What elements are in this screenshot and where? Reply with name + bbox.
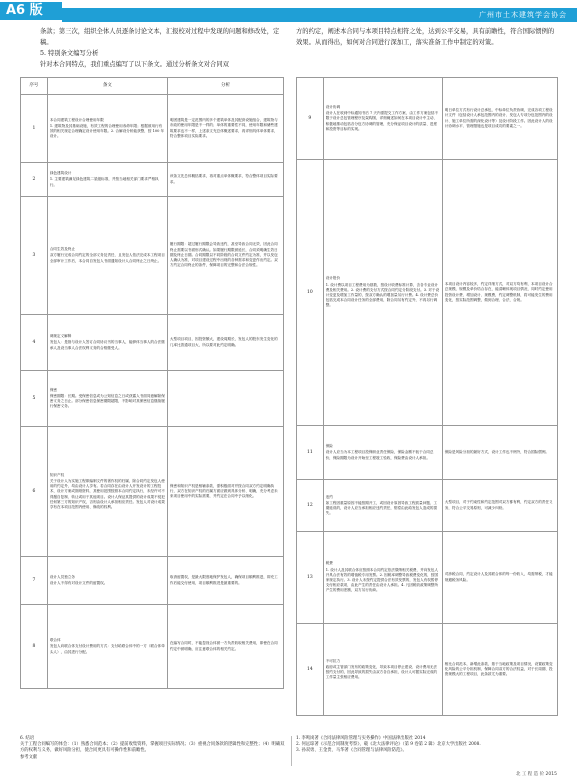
reference-item: 1. 李鸣岗著《合同法律风险管理与实务操作》中国法律出版社 2014 [296, 736, 426, 741]
table-row [297, 480, 558, 532]
clause-text: 设计人应当为本工程项目投保职业责任保险，保险金额不低于合同总价，保险期限为设计开始至工程竣工验收，保险费由设计人承担。 [325, 450, 434, 460]
clause-cell [323, 624, 442, 716]
analysis-cell: 本项目设计内容较多，约定详细方式，对双方均有利，本项目设计合总规模、规模及单价结合存在，能清晰体现项目情况，同时约定使用投资设计费、增加设计、规模费，约定调整机制，将可能发生的费用变化，按实际范围调整，做到合理、合法、合规。 [442, 160, 557, 426]
intro-left-column [20, 26, 285, 70]
row-number: 1 [21, 95, 48, 163]
clause-table-right [296, 77, 558, 716]
clause-cell [323, 160, 442, 426]
row-number: 5 [21, 371, 48, 427]
clause-title: 绿色建筑设计 [49, 171, 72, 176]
clause-table-left [20, 77, 284, 689]
reference-item: 3. 孙双勇、王金贵、马华著《合同管理与法律风险防范》。 [296, 748, 407, 754]
analysis-cell: 明日单位方式有行设计总承包，中标单位负责协调，完成各项工程设计文件（包括设计人承包范围内的设计、发包人专项分包范围内的设计、施工单位所需的深化设计等）及设计阶段工作。因此设计人的设计协调水平、管理措施也是项目成功的要素之一。 [442, 78, 557, 160]
conclusion-notes [20, 736, 285, 761]
analysis-cell [167, 371, 283, 427]
clause-cell [47, 197, 167, 315]
clause-cell [47, 95, 167, 163]
row-number: 3 [21, 197, 48, 315]
table-row [21, 315, 284, 371]
clause-text: 保密期限：长期。受保密信息或为公知信息之日或获露人书面同意解除保密义务之日止。部分保密信息保密期限超限，不影响对其保密信息继续履行保密义务。 [49, 393, 165, 409]
row-number: 7 [21, 557, 48, 605]
clause-text: 设计人在收到中标通知书后 7 天内需提交工作方案，由工作方案包括不限于设计总包管理程序及架构图，详细阐述如何在本项目设计中主动、积极地推动包括各分包方协调的管理，充分保证项目设计的质量、进度和投资等目标的实现。 [325, 111, 439, 131]
row-number: 4 [21, 315, 48, 371]
clause-text: 1. 设计人及其联合体应按照本合同约定依法缴纳相关税费，并向发包人开具合法有效的增值税专用发票。2. 因税率调整导致税费变化的，按国家规定执行。3. 设计人未按约定提供合法有效发票的，发包人有权暂停支付相应款项，由此产生的责任由设计人承担。4. 凡因税收政策调整所产生的费用差额，双方另行协商。 [325, 567, 439, 593]
row-number: 13 [297, 532, 324, 624]
clause-title: 设计报价 [325, 276, 341, 281]
row-number: 8 [21, 605, 48, 689]
analysis-cell: 在编写合同时，不能忽视合体被一方负责收取相关费用，即使在合同约定中被明确，应注意联合体的相关约定。 [167, 605, 283, 689]
row-number: 2 [21, 163, 48, 197]
clause-text: 发包人向联合体支付设计费用的方式：支付给联合体中的一方（联合体牵头人），由其进行分配。 [49, 644, 165, 654]
clause-cell [47, 371, 167, 427]
intro-paragraph: 针对本合同特点，我们重点编写了以下条文。通过分析条文对合同双 [40, 61, 229, 68]
table-row [21, 163, 284, 197]
table-row [21, 557, 284, 605]
analysis-cell: 大型项目，对于约束性和约定范围对双方都有利，约定双方的责任义务，符合公平交易原则，可减少纠纷。 [442, 480, 557, 532]
col-header-item: 条文 [47, 78, 167, 95]
clause-title: 违约 [325, 494, 333, 499]
header-bar [62, 8, 577, 22]
clause-text: 政府或主管部门发布的政策变化，导致本项目停止建设、设计费用无法按约支付的，因此导致的损失由双方各自承担，设计人可据实际完成的工作量主张相应费用。 [325, 664, 438, 680]
table-row [297, 624, 558, 716]
notes-paragraph: 关于工程合同编写的体会：（1）熟悉合同范本；（2）提前收集资料，掌握项目实际情况；（3）重视合同条款的逻辑性和完整性；（4）明确双方的权利与义务，做好风险分担，使合同更具有可操作性和前瞻性。 [20, 742, 285, 754]
intro-paragraph: 条款；第三次，组织全体人员逐条讨论文本，汇报校对过程中发现的问题和修改处，定稿。 [40, 28, 280, 46]
analysis-cell: 取消留置权，是最大限度地保护发包人，确保项目顺利推进，即充工作后能交付使用，项目顺利推进是最重要的。 [167, 557, 283, 605]
clause-text: 1. 设计费以项目工程费用为基数，按设计收费标准计算，含各专业设计费及相关费用。2. 设计费的支付方式按合同约定分阶段支付。3. 对于设计变更及增加工作量的，按双方确认的增加量另行计费。4. 设计费总价包括完成本合同设计任务的全部费用，除合同另有约定外，不再另行调整。 [325, 282, 440, 308]
table-row [21, 605, 284, 689]
row-number: 12 [297, 480, 324, 532]
page-footer: 北 工 程 造 价 2015 [515, 772, 557, 777]
page-header [0, 0, 577, 22]
table-row [297, 78, 558, 160]
clause-cell [323, 426, 442, 480]
page-code: A6 版 [0, 2, 62, 20]
clause-text: 双方履行完成合同约定的全部义务及责任，且发包人依法完成本工程项目全部审计工作后，本合同自发包人书面通知设计人合同终止之日终止。 [49, 253, 165, 263]
col-header-no: 序号 [21, 78, 48, 95]
clause-cell [323, 480, 442, 532]
table-row [297, 532, 558, 624]
table-header-row [21, 78, 284, 95]
analysis-cell: 相比合同范本，新增此条款，基于当地政策及项目情况，设置政策变化风险的公平分担机制，保障合同双方的合法权益，对于长周期、投资规模大的工程项目，此条款尤为重要。 [442, 624, 557, 716]
reference-list [296, 736, 558, 755]
clause-cell [323, 532, 442, 624]
clause-title: 知识产权 [49, 472, 65, 477]
clause-title: 保险 [325, 444, 333, 449]
clause-text: 关于设计人为实施工程即编制文件的著作权的归属，除合同约定发包人使用的约定外，均由设计人享有。若合同存在由设计人开发设计的工程技术、设计方案或图纸资料，其使用范围按照本合同约定执行，未经许可不得擅自复制、转让或用于其他项目。设计人保证其提供的设计成果不侵犯任何第三方的知识产权，否则由设计人承担相应责任。发包人对设计成果享有在本项目范围内使用、修改的权利。 [49, 478, 165, 509]
row-number: 10 [297, 160, 324, 426]
analysis-cell: 明团建筑是一定范围内的多个建筑单体及其配套设施组合，建筑物与市政的使用年限是不一样的；单体的重要性不同，使用年限和储些建筑要求也不一样，上述条文充总体概述要求，再详细具体单体要求，符合整体项目实际要求。 [167, 95, 283, 163]
table-row [21, 427, 284, 557]
intro-heading: 5. 特别条文编写分析 [40, 50, 99, 57]
analysis-cell: 保险是风险分担的最好方式，设计工作也不例外，符合国际惯例。 [442, 426, 557, 480]
analysis-cell: 履行期限：超过履行期限会导致违约，甚至导致合同无效，因此合同终止需要以书面形式确认。如果履行期限被延长，合同须明确生效日期及终止日期。合同期限以不同阶段的合同文件约定为准，并以发包人确认为准，对项目建设过程中出现的各种需求和变更作出约定。双方约定合同终止的条件，保障项目的完整和合法合规性。 [167, 197, 283, 315]
intro-right-column [296, 26, 558, 48]
clause-cell [47, 315, 167, 371]
notes-heading: 6. 结语 [20, 736, 35, 741]
clause-cell [323, 78, 442, 160]
clause-cell [47, 557, 167, 605]
clause-cell [47, 427, 167, 557]
clause-title: 税费 [325, 561, 333, 566]
table-row [297, 426, 558, 480]
row-number: 6 [21, 427, 48, 557]
clause-title: 保密 [49, 387, 58, 392]
clause-title: 合同生效及终止 [49, 247, 75, 252]
clause-text: 发包人：是指与设计人签订合同协议书的当事人，能够体当事人的合法继承人及设当事人合法权利义务的合格继受人。 [49, 340, 165, 350]
table-row [21, 95, 284, 163]
clause-cell [47, 605, 167, 689]
clause-title: 本合同建筑工程设计合理使用年限 [49, 117, 104, 122]
references-heading: 参考文献 [20, 754, 38, 760]
table-row [21, 197, 284, 315]
clause-title: 调规定义解释 [49, 334, 72, 339]
analysis-cell: 保密和知识产权是相辅条款，需积极面对并按合同双方约定明确执行，双方在知识产权的归属方面应做到具体分析、明确，充分考虑未来项目使用中的实际需要，并约定在合同中予以细化。 [167, 427, 283, 557]
column-divider [291, 736, 292, 766]
journal-title: 广州市土木建筑学会协会 [479, 11, 567, 19]
row-number: 14 [297, 624, 324, 716]
intro-paragraph: 方的约定，阐述本合同与本项目特点相符之处，达到公平交易，具有前瞻性，符合国际惯例的效果。从而得出，如何对合同进行深加工，落实准备工作中制定的对策。 [296, 28, 555, 46]
clause-text: 如工程因重量原因不能按期开工，或因设计原因导致工程质量问题、工期延误的，设计人应当承担相应违约责任，赔偿由此给发包人造成的损失。 [325, 500, 438, 516]
clause-text: 1. 建筑物及其基础设施，有效工程的合理使用寿命年限；根据被用行有效的相关规定合理确定设计使用年限。2. 合解设分析能获整，按 100 年设计。 [49, 123, 165, 139]
table-row [21, 371, 284, 427]
clause-cell [47, 163, 167, 197]
table-row [297, 160, 558, 426]
clause-title: 联合体 [49, 638, 61, 643]
row-number: 9 [297, 78, 324, 160]
clause-title: 设计协调 [325, 104, 341, 109]
row-number: 11 [297, 426, 324, 480]
clause-title: 不可抗力 [325, 658, 341, 663]
reference-item: 2. 何远琼著《示范合同制度考察》，载《北大法律评论》（第 9 卷第 2 辑）北京大学出版社 2008. [296, 742, 481, 748]
clause-text: 设计人不得有对设计文件的留置权。 [49, 581, 108, 585]
analysis-cell: 对涉税合同，约定设计人及其联合体的每一份收入，均需纳税，才能规避税务风险。 [442, 532, 557, 624]
clause-text: 1. 主要建筑满足绿色建筑二星级标准，并按当地相关部门要求严格执行。 [49, 177, 159, 187]
clause-title: 设计人员独立务 [49, 574, 75, 579]
col-header-analysis: 分析 [167, 78, 283, 95]
analysis-cell: 该条文先总体概括要求，再对重点单体概要求，符合整体项目实际要求。 [167, 163, 283, 197]
analysis-cell: 大型项目项目，因投资额大，建设周期长，发包人的股东发生变化的几率比普通项目大，所以要对此约定明确。 [167, 315, 283, 371]
